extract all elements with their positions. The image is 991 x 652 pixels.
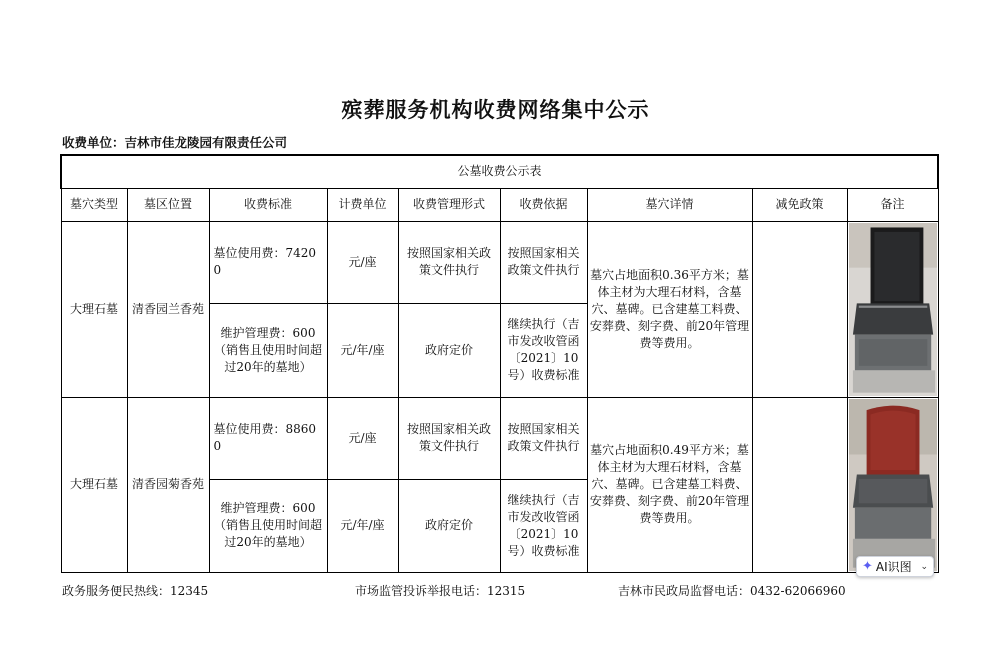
ai-button-label: AI识图 [875, 560, 912, 574]
tomb-details-cell: 墓穴占地面积0.36平方米；墓体主材为大理石材料，含墓穴、墓碑。已含建墓工料费、安葬费、刻字费、前20年管理费等费用。 [587, 221, 752, 397]
table-caption: 公墓收费公示表 [61, 155, 938, 188]
header-tomb-details: 墓穴详情 [587, 188, 752, 221]
header-management-form: 收费管理形式 [398, 188, 500, 221]
plot-fee-cell: 墓位使用费：74200 [209, 221, 327, 303]
header-fee-basis: 收费依据 [500, 188, 587, 221]
remarks-photo-cell [847, 221, 938, 397]
tomb-type-cell: 大理石墓 [61, 221, 127, 397]
red-marble-tomb-photo [849, 399, 937, 571]
page-title: 殡葬服务机构收费网络集中公示 [341, 98, 650, 122]
plot-fee-cell: 墓位使用费：88600 [209, 397, 327, 479]
header-row [61, 188, 938, 221]
civil-affairs-text: 吉林市民政局监督电话：0432-62066960 [618, 584, 846, 598]
header-location: 墓区位置 [127, 188, 209, 221]
header-reduction-policy: 减免政策 [752, 188, 847, 221]
remarks-photo-cell [847, 397, 938, 572]
reduction-policy-cell [752, 397, 847, 572]
reduction-policy-cell [752, 221, 847, 397]
management-form-cell: 按照国家相关政策文件执行 [398, 221, 500, 303]
fee-unit-label: 收费单位：吉林市佳龙陵园有限责任公司 [62, 135, 288, 150]
billing-unit-cell: 元/年/座 [327, 303, 398, 397]
billing-unit-cell: 元/年/座 [327, 479, 398, 572]
tomb-details-cell: 墓穴占地面积0.49平方米；墓体主材为大理石材料，含墓穴、墓碑。已含建墓工料费、安葬费、刻字费、前20年管理费等费用。 [587, 397, 752, 572]
fee-basis-cell: 按照国家相关政策文件执行 [500, 397, 587, 479]
black-marble-tomb-photo [849, 223, 937, 396]
header-billing-unit: 计费单位 [327, 188, 398, 221]
billing-unit-cell: 元/座 [327, 397, 398, 479]
ai-image-recognition-button[interactable] [856, 556, 934, 577]
fee-basis-cell: 继续执行（吉市发改收管函〔2021〕10号）收费标准 [500, 479, 587, 572]
header-remarks: 备注 [847, 188, 938, 221]
market-complaint-text: 市场监管投诉举报电话：12315 [355, 584, 526, 598]
maintenance-fee-cell: 维护管理费：600（销售且使用时间超过20年的墓地） [209, 303, 327, 397]
fee-table [60, 154, 939, 573]
tomb-type-cell: 大理石墓 [61, 397, 127, 572]
billing-unit-cell: 元/座 [327, 221, 398, 303]
location-cell: 清香园兰香苑 [127, 221, 209, 397]
management-form-cell: 政府定价 [398, 303, 500, 397]
location-cell: 清香园菊香苑 [127, 397, 209, 572]
header-tomb-type: 墓穴类型 [61, 188, 127, 221]
chevron-down-icon[interactable]: ⌄ [920, 561, 928, 572]
fee-basis-cell: 按照国家相关政策文件执行 [500, 221, 587, 303]
hotline-text: 政务服务便民热线：12345 [62, 584, 209, 598]
table-row [61, 221, 938, 303]
table-row [61, 397, 938, 479]
management-form-cell: 按照国家相关政策文件执行 [398, 397, 500, 479]
sparkle-icon: ✦ [862, 559, 873, 574]
management-form-cell: 政府定价 [398, 479, 500, 572]
fee-basis-cell: 继续执行（吉市发改收管函〔2021〕10号）收费标准 [500, 303, 587, 397]
maintenance-fee-cell: 维护管理费：600（销售且使用时间超过20年的墓地） [209, 479, 327, 572]
header-fee-standard: 收费标准 [209, 188, 327, 221]
